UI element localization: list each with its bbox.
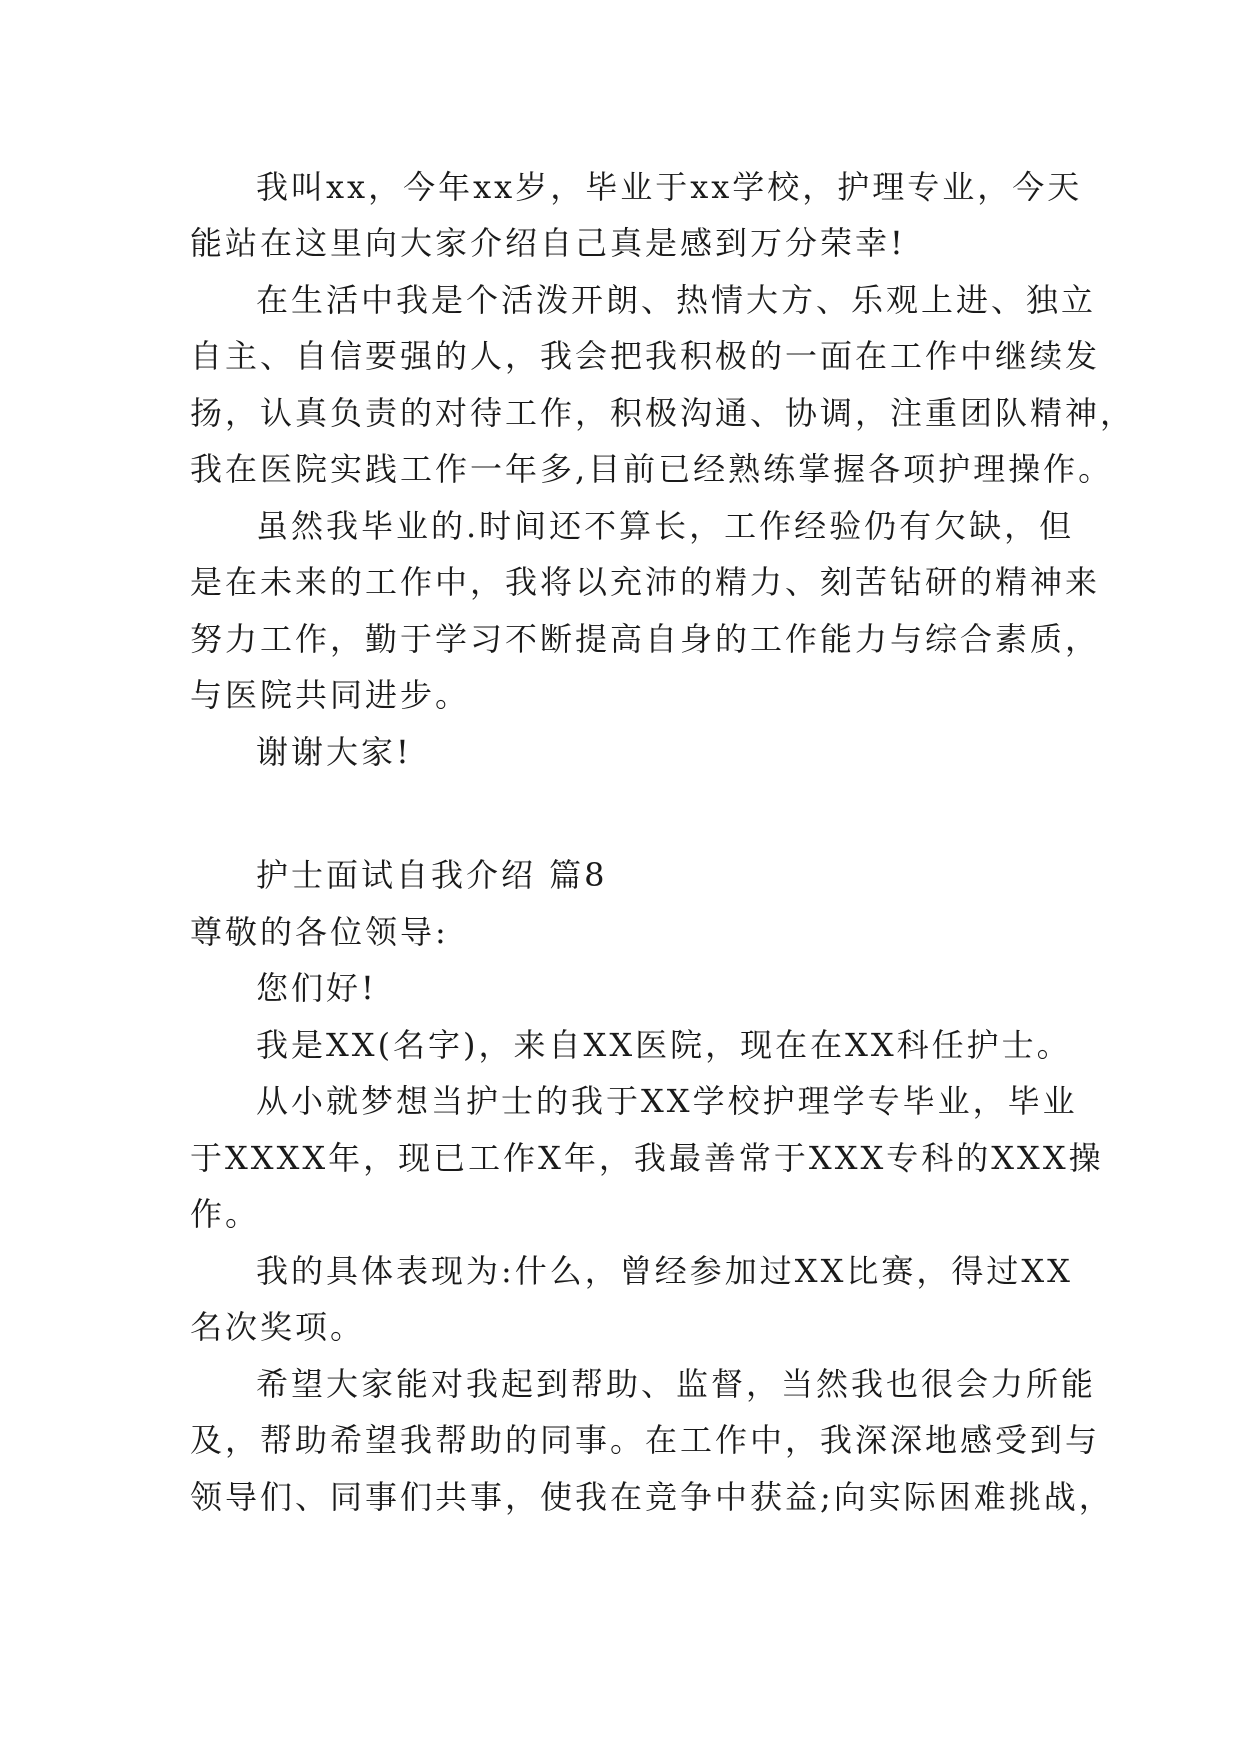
paragraph-line: 从小就梦想当护士的我于XX学校护理学专毕业，毕业 [256, 1082, 1078, 1120]
paragraph-line: 与医院共同进步。 [190, 676, 471, 714]
salutation: 尊敬的各位领导: [190, 913, 449, 951]
paragraph-line: 及，帮助希望我帮助的同事。在工作中，我深深地感受到与 [190, 1421, 1101, 1459]
paragraph-line: 领导们、同事们共事，使我在竞争中获益;向实际困难挑战， [190, 1478, 1114, 1516]
paragraph-line: 我的具体表现为:什么，曾经参加过XX比赛，得过XX [256, 1252, 1073, 1290]
paragraph-line: 自主、自信要强的人，我会把我积极的一面在工作中继续发 [190, 337, 1101, 375]
paragraph-line: 在生活中我是个活泼开朗、热情大方、乐观上进、独立 [256, 281, 1097, 319]
paragraph-line: 于XXXX年，现已工作X年，我最善常于XXX专科的XXX操 [190, 1139, 1104, 1177]
section-heading: 护士面试自我介绍 篇8 [256, 856, 608, 894]
paragraph-line: 我在医院实践工作一年多,目前已经熟练掌握各项护理操作。 [190, 450, 1114, 488]
paragraph-line: 希望大家能对我起到帮助、监督，当然我也很会力所能 [256, 1365, 1097, 1403]
greeting: 您们好! [256, 969, 377, 1007]
paragraph-line: 能站在这里向大家介绍自己真是感到万分荣幸! [190, 224, 906, 262]
paragraph-line: 扬，认真负责的对待工作，积极沟通、协调，注重团队精神， [190, 394, 1136, 432]
paragraph-line: 我叫xx，今年xx岁，毕业于xx学校，护理专业，今天 [256, 168, 1083, 206]
paragraph-line: 虽然我毕业的.时间还不算长，工作经验仍有欠缺，但 [256, 507, 1075, 545]
paragraph-line: 我是XX(名字)，来自XX医院，现在在XX科任护士。 [256, 1026, 1072, 1064]
paragraph-line: 努力工作，勤于学习不断提高自身的工作能力与综合素质， [190, 620, 1101, 658]
paragraph-line: 作。 [190, 1195, 261, 1233]
paragraph-line: 是在未来的工作中，我将以充沛的精力、刻苦钻研的精神来 [190, 563, 1101, 601]
paragraph-line: 谢谢大家! [256, 733, 412, 771]
paragraph-line: 名次奖项。 [190, 1308, 366, 1346]
